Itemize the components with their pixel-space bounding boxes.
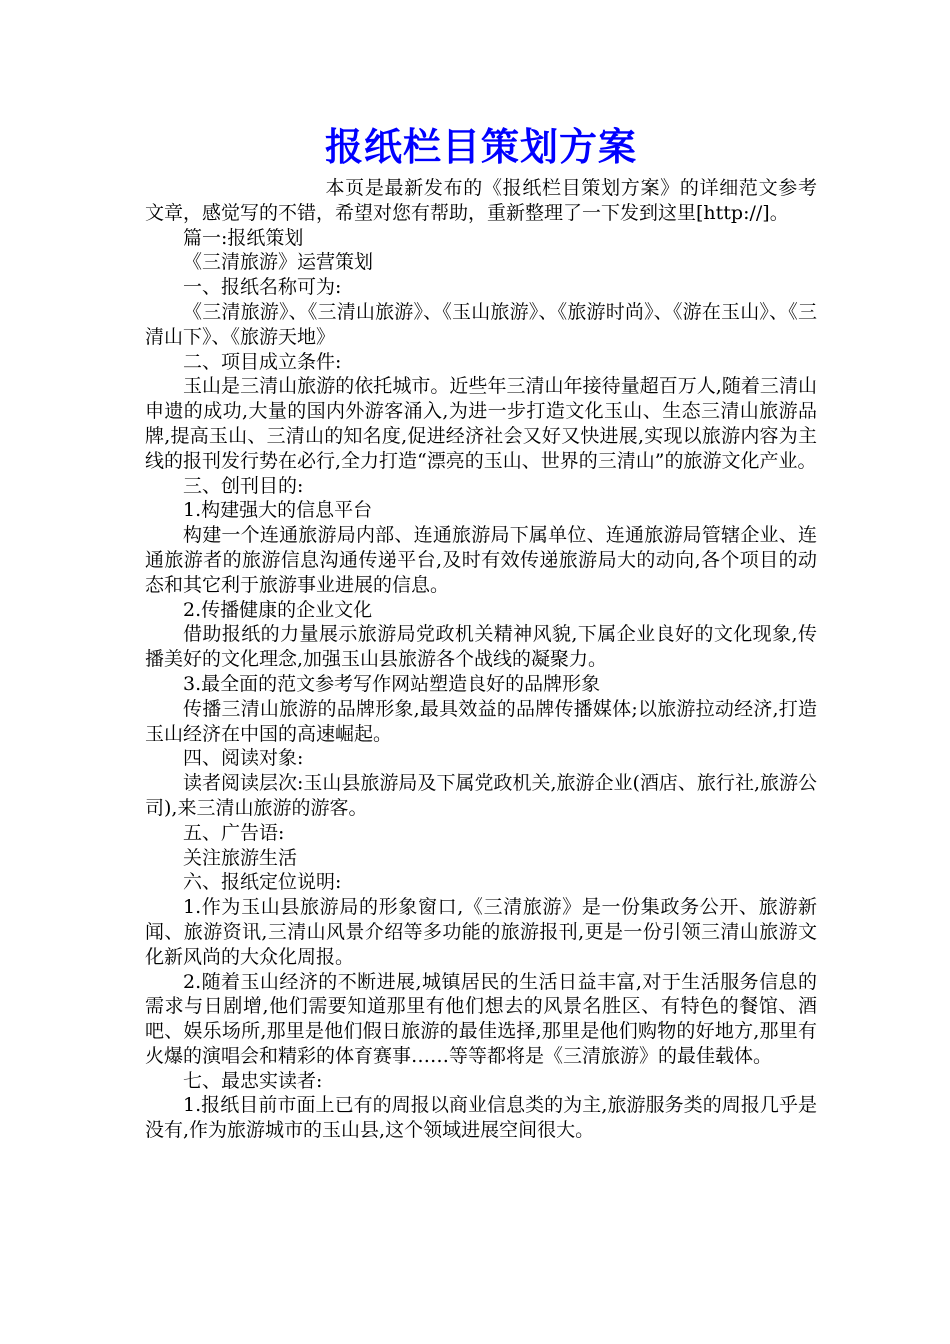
section-heading: 五、广告语:: [183, 821, 285, 844]
body-paragraph: 《三清旅游》、《三清山旅游》、《玉山旅游》、《旅游时尚》、《游在玉山》、《三清山下》、《旅游天地》: [145, 300, 817, 348]
section-heading: 《三清旅游》运营策划: [183, 251, 374, 274]
body-paragraph: 读者阅读层次:玉山县旅游局及下属党政机关,旅游企业(酒店、旅行社,旅游公司),来三清山旅游的游客。: [145, 772, 817, 819]
section-heading: 篇一:报纸策划: [183, 226, 304, 249]
body-paragraph: 借助报纸的力量展示旅游局党政机关精神风貌,下属企业良好的文化现象,传播美好的文化理念,加强玉山县旅游各个战线的凝聚力。: [145, 623, 817, 671]
section-heading: 六、报纸定位说明:: [183, 871, 342, 894]
intro-paragraph: 本页是最新发布的《报纸栏目策划方案》的详细范文参考文章，感觉写的不错，希望对您有帮助，重新整理了一下发到这里[http://]。: [145, 177, 817, 224]
subsection-heading: 3.最全面的范文参考写作网站塑造良好的品牌形象: [183, 672, 601, 695]
body-paragraph: 关注旅游生活: [183, 846, 298, 869]
section-heading: 七、最忠实读者:: [183, 1069, 323, 1092]
body-paragraph: 构建一个连通旅游局内部、连通旅游局下属单位、连通旅游局管辖企业、连通旅游者的旅游信息沟通传递平台,及时有效传递旅游局大的动向,各个项目的动态和其它利于旅游事业进展的信息。: [145, 524, 817, 596]
body-paragraph: 玉山是三清山旅游的依托城市。近些年三清山年接待量超百万人,随着三清山申遗的成功,大量的国内外游客涌入,为进一步打造文化玉山、生态三清山旅游品牌,提高玉山、三清山的知名度,促进经济社会又好又快进展,实现以旅游内容为主线的报刊发行势在必行,全力打造“漂亮的玉山、世界的三清山”的旅游文化产业。: [145, 375, 817, 472]
section-heading: 一、报纸名称可为:: [183, 276, 342, 299]
section-heading: 二、项目成立条件:: [183, 350, 342, 373]
body-paragraph: 传播三清山旅游的品牌形象,最具效益的品牌传播媒体;以旅游拉动经济,打造玉山经济在中国的高速崛起。: [145, 697, 817, 745]
body-paragraph: 1.作为玉山县旅游局的形象窗口,《三清旅游》是一份集政务公开、旅游新闻、旅游资讯,三清山风景介绍等多功能的旅游报刊,更是一份引领三清山旅游文化新风尚的大众化周报。: [145, 896, 817, 968]
subsection-heading: 1.构建强大的信息平台: [183, 499, 373, 522]
document-title: 报纸栏目策划方案: [324, 125, 637, 169]
section-heading: 三、创刊目的:: [183, 474, 304, 497]
body-paragraph: 2.随着玉山经济的不断进展,城镇居民的生活日益丰富,对于生活服务信息的需求与日剧增,他们需要知道那里有他们想去的风景名胜区、有特色的餐馆、酒吧、娱乐场所,那里是他们假日旅游的最佳选择,那里是他们购物的好地方,那里有火爆的演唱会和精彩的体育赛事……等等都将是《三清旅游》的最佳载体。: [145, 970, 817, 1067]
document-page: [145, 118, 817, 1143]
body-paragraph: 1.报纸目前市面上已有的周报以商业信息类的为主,旅游服务类的周报几乎是没有,作为旅游城市的玉山县,这个领域进展空间很大。: [145, 1094, 817, 1142]
section-heading: 四、阅读对象:: [183, 747, 304, 770]
subsection-heading: 2.传播健康的企业文化: [183, 598, 373, 621]
